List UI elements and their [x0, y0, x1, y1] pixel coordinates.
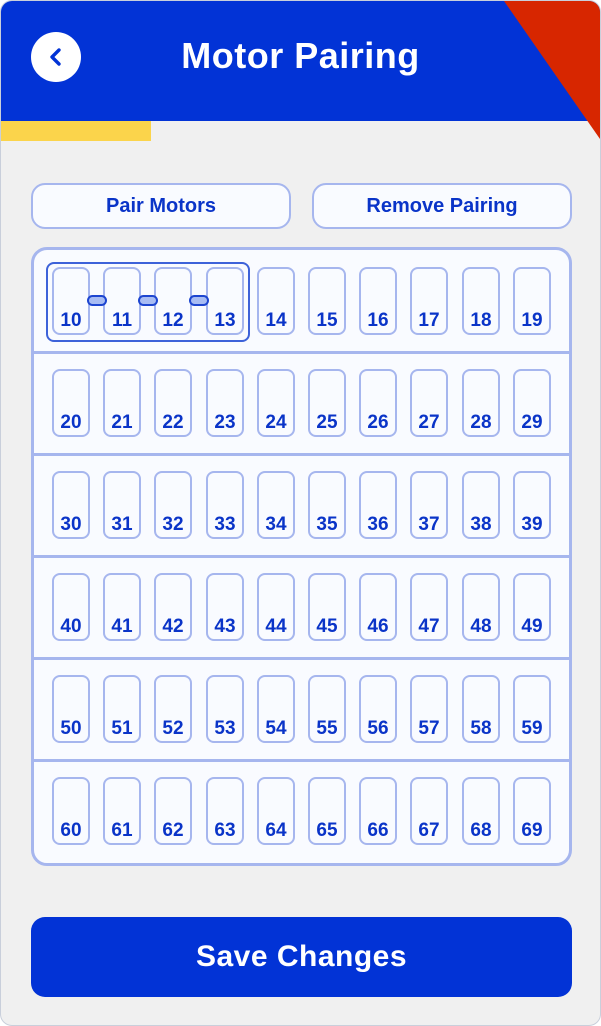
- motor-number: 50: [60, 718, 82, 739]
- motor-number: 67: [418, 820, 440, 841]
- motor-number: 36: [367, 514, 389, 535]
- motor-slot[interactable]: [359, 471, 397, 539]
- motor-number: 59: [521, 718, 543, 739]
- motor-number: 16: [367, 310, 389, 331]
- motor-slot[interactable]: [410, 369, 448, 437]
- motor-number: 35: [316, 514, 338, 535]
- motor-number: 13: [214, 310, 236, 331]
- motor-number: 10: [60, 310, 82, 331]
- motor-number: 61: [111, 820, 133, 841]
- motor-number: 25: [316, 412, 338, 433]
- motor-slot[interactable]: [410, 675, 448, 743]
- motor-slot[interactable]: [103, 369, 141, 437]
- motor-slot[interactable]: [52, 777, 90, 845]
- motor-slot[interactable]: [359, 369, 397, 437]
- motor-number: 29: [521, 412, 543, 433]
- motor-number: 19: [521, 310, 543, 331]
- motor-slot[interactable]: [308, 267, 346, 335]
- motor-number: 51: [111, 718, 133, 739]
- motor-slot[interactable]: [410, 471, 448, 539]
- motor-slot[interactable]: [257, 369, 295, 437]
- motor-number: 55: [316, 718, 338, 739]
- motor-number: 63: [214, 820, 236, 841]
- motor-slot[interactable]: [359, 573, 397, 641]
- motor-number: 22: [162, 412, 184, 433]
- motor-slot[interactable]: [154, 573, 192, 641]
- motor-slot[interactable]: [308, 471, 346, 539]
- motor-row: [34, 556, 569, 658]
- motor-slot[interactable]: [462, 777, 500, 845]
- motor-number: 57: [418, 718, 440, 739]
- motor-number: 44: [265, 616, 287, 637]
- motor-slot[interactable]: [462, 267, 500, 335]
- motor-slot[interactable]: [359, 675, 397, 743]
- pair-link-icon: [87, 295, 107, 306]
- motor-number: 39: [521, 514, 543, 535]
- motor-number: 30: [60, 514, 82, 535]
- motor-slot[interactable]: [513, 573, 551, 641]
- motor-slot[interactable]: [206, 777, 244, 845]
- motor-number: 49: [521, 616, 543, 637]
- save-changes-button[interactable]: Save Changes: [31, 917, 572, 997]
- motor-number: 47: [418, 616, 440, 637]
- motor-slot[interactable]: [359, 267, 397, 335]
- motor-number: 43: [214, 616, 236, 637]
- motor-slot[interactable]: [206, 573, 244, 641]
- motor-number: 42: [162, 616, 184, 637]
- motor-slot[interactable]: [513, 471, 551, 539]
- motor-slot[interactable]: [513, 675, 551, 743]
- motor-number: 46: [367, 616, 389, 637]
- motor-number: 68: [470, 820, 492, 841]
- motor-slot[interactable]: [103, 777, 141, 845]
- motor-slot[interactable]: [257, 777, 295, 845]
- motor-slot[interactable]: [154, 675, 192, 743]
- pair-link-icon: [189, 295, 209, 306]
- motor-slot[interactable]: [103, 471, 141, 539]
- motor-number: 58: [470, 718, 492, 739]
- motor-slot[interactable]: [257, 675, 295, 743]
- pair-motors-button[interactable]: Pair Motors: [31, 183, 291, 229]
- motor-slot[interactable]: [359, 777, 397, 845]
- motor-number: 64: [265, 820, 287, 841]
- motor-row: [34, 352, 569, 454]
- motor-slot[interactable]: [257, 267, 295, 335]
- motor-slot[interactable]: [52, 573, 90, 641]
- motor-slot[interactable]: [410, 777, 448, 845]
- motor-slot[interactable]: [308, 573, 346, 641]
- motor-number: 34: [265, 514, 287, 535]
- motor-number: 53: [214, 718, 236, 739]
- motor-number: 17: [418, 310, 440, 331]
- motor-number: 54: [265, 718, 287, 739]
- motor-slot[interactable]: [462, 573, 500, 641]
- motor-number: 37: [418, 514, 440, 535]
- motor-slot[interactable]: [206, 675, 244, 743]
- motor-slot[interactable]: [257, 573, 295, 641]
- motor-number: 14: [265, 310, 287, 331]
- remove-pairing-button[interactable]: Remove Pairing: [312, 183, 572, 229]
- motor-row: [34, 760, 569, 862]
- motor-slot[interactable]: [410, 267, 448, 335]
- motor-slot[interactable]: [462, 675, 500, 743]
- motor-slot[interactable]: [206, 369, 244, 437]
- motor-slot[interactable]: [308, 777, 346, 845]
- motor-number: 21: [111, 412, 133, 433]
- motor-number: 12: [162, 310, 184, 331]
- motor-number: 28: [470, 412, 492, 433]
- motor-slot[interactable]: [462, 369, 500, 437]
- motor-number: 69: [521, 820, 543, 841]
- motor-number: 20: [60, 412, 82, 433]
- motor-slot[interactable]: [206, 471, 244, 539]
- motor-number: 24: [265, 412, 287, 433]
- motor-number: 23: [214, 412, 236, 433]
- pair-link-icon: [138, 295, 158, 306]
- motor-number: 65: [316, 820, 338, 841]
- motor-slot[interactable]: [103, 573, 141, 641]
- motor-slot[interactable]: [308, 675, 346, 743]
- page-title: Motor Pairing: [181, 35, 420, 76]
- motor-grid: [31, 247, 572, 866]
- motor-row: [34, 250, 569, 352]
- motor-number: 31: [111, 514, 133, 535]
- motor-slot[interactable]: [154, 777, 192, 845]
- motor-slot[interactable]: [513, 777, 551, 845]
- motor-number: 62: [162, 820, 184, 841]
- motor-number: 60: [60, 820, 82, 841]
- motor-number: 38: [470, 514, 492, 535]
- motor-slot[interactable]: [154, 369, 192, 437]
- motor-slot[interactable]: [462, 471, 500, 539]
- motor-slot[interactable]: [257, 471, 295, 539]
- motor-number: 40: [60, 616, 82, 637]
- motor-number: 45: [316, 616, 338, 637]
- motor-number: 48: [470, 616, 492, 637]
- motor-number: 52: [162, 718, 184, 739]
- motor-slot[interactable]: [513, 369, 551, 437]
- motor-number: 26: [367, 412, 389, 433]
- motor-row: [34, 454, 569, 556]
- motor-slot[interactable]: [513, 267, 551, 335]
- motor-number: 56: [367, 718, 389, 739]
- motor-number: 15: [316, 310, 338, 331]
- motor-slot[interactable]: [308, 369, 346, 437]
- motor-number: 18: [470, 310, 492, 331]
- motor-number: 66: [367, 820, 389, 841]
- motor-number: 33: [214, 514, 236, 535]
- motor-number: 27: [418, 412, 440, 433]
- motor-slot[interactable]: [52, 675, 90, 743]
- accent-bar: [1, 121, 151, 141]
- motor-slot[interactable]: [52, 369, 90, 437]
- motor-row: [34, 658, 569, 760]
- motor-number: 11: [111, 310, 133, 331]
- motor-slot[interactable]: [103, 675, 141, 743]
- motor-slot[interactable]: [154, 471, 192, 539]
- motor-number: 32: [162, 514, 184, 535]
- motor-number: 41: [111, 616, 133, 637]
- motor-slot[interactable]: [410, 573, 448, 641]
- motor-slot[interactable]: [52, 471, 90, 539]
